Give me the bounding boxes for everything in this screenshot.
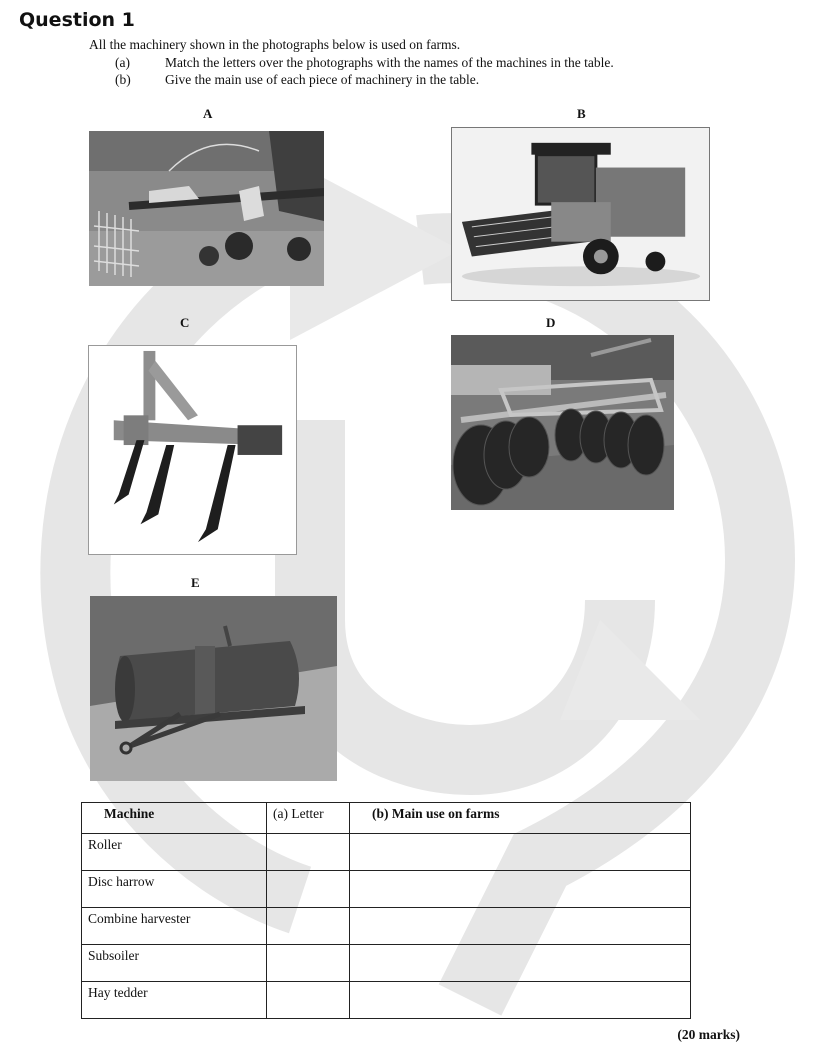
- machine-cell: Hay tedder: [82, 982, 267, 1019]
- question-intro: All the machinery shown in the photographs below is used on farms.: [89, 37, 461, 52]
- part-b-text: Give the main use of each piece of machinery in the table.: [165, 72, 480, 87]
- letter-answer-cell[interactable]: [267, 982, 350, 1019]
- use-answer-cell[interactable]: [350, 908, 691, 945]
- photo-a-letter: A: [203, 106, 213, 121]
- photo-a-hay-tedder: [89, 131, 324, 286]
- photo-c-subsoiler: [88, 345, 297, 555]
- letter-answer-cell[interactable]: [267, 908, 350, 945]
- photo-c-letter: C: [180, 315, 190, 330]
- use-answer-cell[interactable]: [350, 945, 691, 982]
- letter-answer-cell[interactable]: [267, 834, 350, 871]
- photo-e-roller: [90, 596, 337, 781]
- table-header-row: [82, 803, 691, 834]
- part-a-text: Match the letters over the photographs with the names of the machines in the table.: [165, 55, 614, 70]
- table-row: [82, 908, 691, 945]
- table-row: [82, 834, 691, 871]
- machine-cell: Combine harvester: [82, 908, 267, 945]
- photo-b-letter: B: [577, 106, 586, 121]
- use-answer-cell[interactable]: [350, 871, 691, 908]
- header-main-use: (b) Main use on farms: [350, 803, 691, 834]
- use-answer-cell[interactable]: [350, 982, 691, 1019]
- answer-table: [81, 802, 691, 1019]
- photo-e-letter: E: [191, 575, 200, 590]
- machine-cell: Roller: [82, 834, 267, 871]
- table-row: [82, 982, 691, 1019]
- photo-b-combine-harvester: [451, 127, 710, 301]
- part-b-label: (b): [115, 72, 131, 87]
- machine-cell: Disc harrow: [82, 871, 267, 908]
- machine-cell: Subsoiler: [82, 945, 267, 982]
- table-row: [82, 945, 691, 982]
- photo-d-letter: D: [546, 315, 556, 330]
- letter-answer-cell[interactable]: [267, 871, 350, 908]
- total-marks: (20 marks): [677, 1027, 740, 1042]
- use-answer-cell[interactable]: [350, 834, 691, 871]
- table-row: [82, 871, 691, 908]
- letter-answer-cell[interactable]: [267, 945, 350, 982]
- part-a-label: (a): [115, 55, 130, 70]
- question-title: Question 1: [19, 9, 135, 31]
- photo-d-disc-harrow: [451, 335, 674, 510]
- header-letter: (a) Letter: [267, 803, 350, 834]
- header-machine: Machine: [82, 803, 267, 834]
